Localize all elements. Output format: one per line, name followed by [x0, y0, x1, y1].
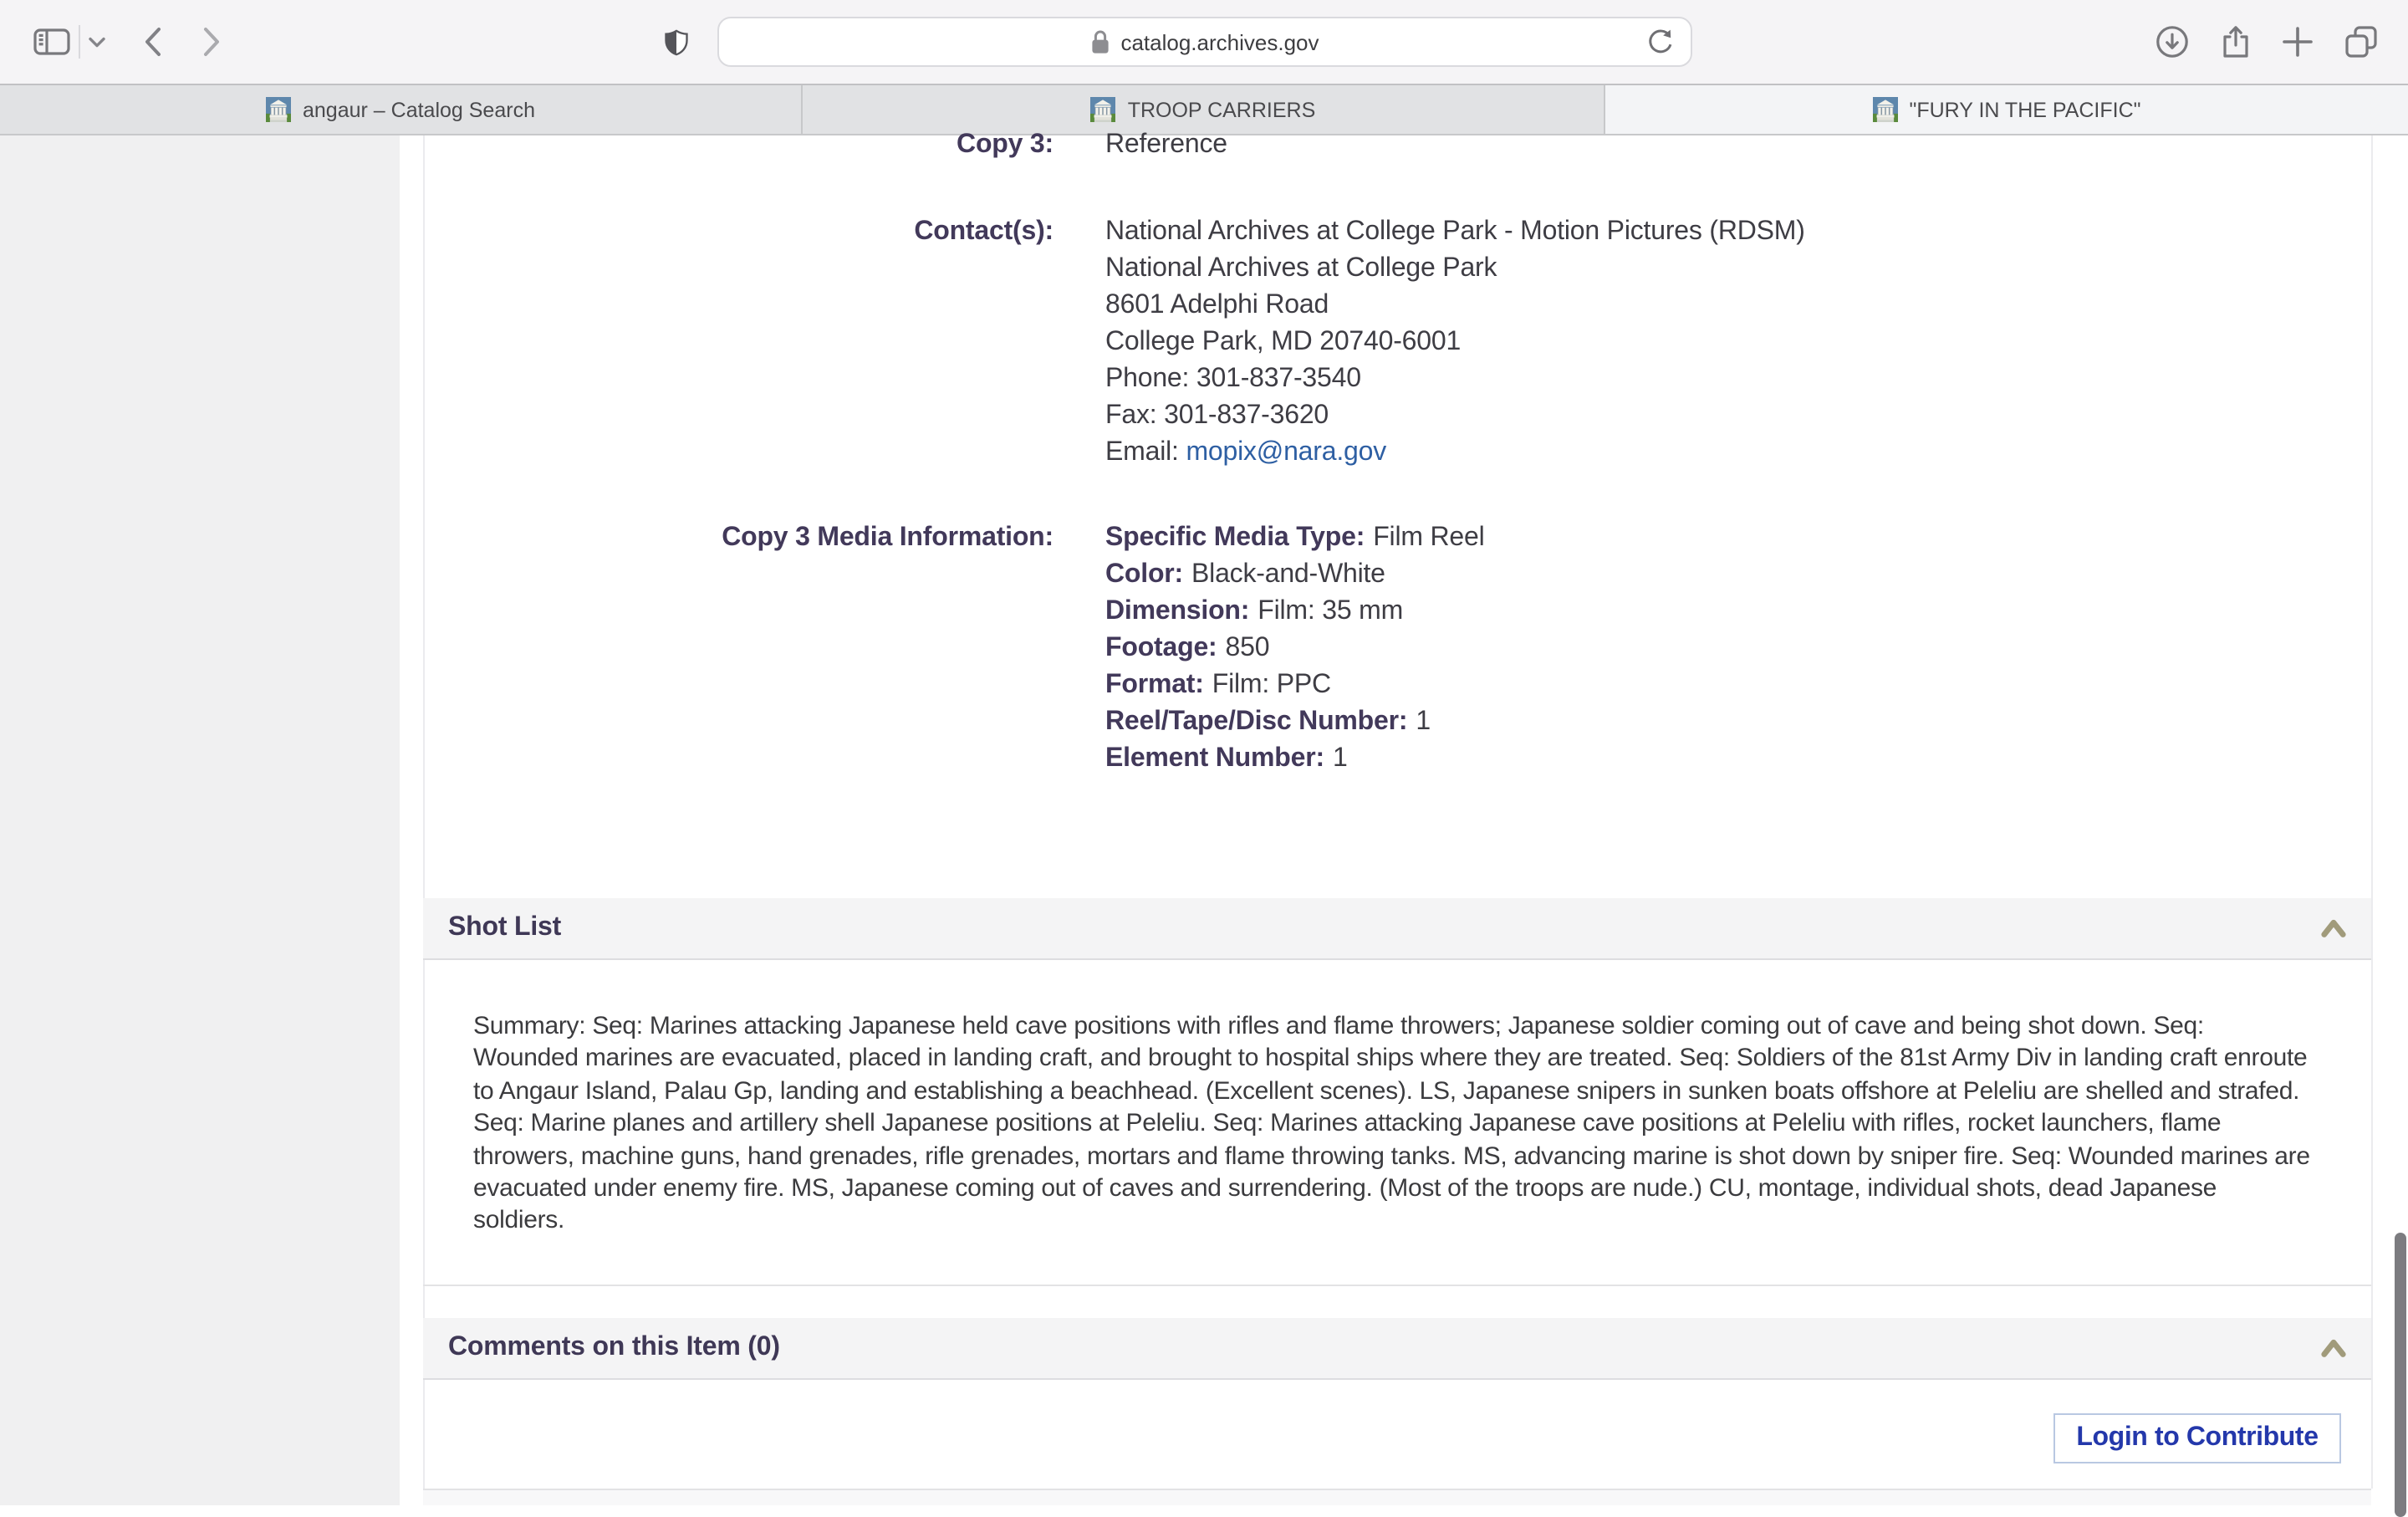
collapse-chevron-icon[interactable]	[2321, 918, 2371, 938]
url-field[interactable]	[717, 17, 1692, 67]
forward-icon[interactable]	[197, 0, 224, 84]
media-line: Footage: 850	[1105, 634, 1270, 662]
page-background-strip	[423, 1490, 2371, 1505]
left-rail	[0, 135, 400, 1505]
chevron-down-icon[interactable]	[87, 0, 107, 84]
contact-line-email	[1105, 435, 1805, 472]
media-line: Dimension: Film: 35 mm	[1105, 597, 1404, 626]
contact-line: National Archives at College Park	[1105, 254, 1497, 283]
archives-favicon	[1091, 97, 1116, 122]
tab-label: TROOP CARRIERS	[1127, 98, 1316, 121]
section-divider	[423, 1285, 2371, 1286]
sidebar-toggle-icon[interactable]	[32, 0, 72, 84]
share-icon[interactable]	[2217, 0, 2254, 84]
login-to-contribute-button[interactable]: Login to Contribute	[2053, 1413, 2341, 1463]
media-line: Color: Black-and-White	[1105, 560, 1385, 589]
field-row-copy3	[423, 127, 1227, 164]
tab-overview-icon[interactable]	[2341, 0, 2381, 84]
contact-lines	[1105, 214, 1805, 472]
email-link[interactable]: mopix@nara.gov	[1186, 438, 1387, 467]
reload-icon[interactable]	[1645, 28, 1674, 59]
field-label: Copy 3 Media Information:	[722, 524, 1054, 552]
tab-fury-in-the-pacific[interactable]	[1605, 85, 2408, 134]
media-line: Format: Film: PPC	[1105, 671, 1331, 699]
field-label: Contact(s):	[914, 217, 1054, 246]
toolbar-divider	[79, 25, 80, 59]
shot-list-header[interactable]	[423, 898, 2371, 960]
comments-title: Comments on this Item (0)	[448, 1333, 780, 1361]
privacy-shield-icon[interactable]	[661, 0, 691, 84]
email-label: Email:	[1105, 438, 1179, 467]
new-tab-icon[interactable]	[2281, 0, 2314, 84]
field-value: Reference	[1105, 130, 1227, 159]
contact-line: Phone: 301-837-3540	[1105, 365, 1361, 393]
archives-favicon	[266, 97, 291, 122]
contact-line: 8601 Adelphi Road	[1105, 291, 1329, 319]
contact-line: National Archives at College Park - Motion Pictures (RDSM)	[1105, 217, 1805, 246]
downloads-icon[interactable]	[2154, 0, 2191, 84]
lock-icon	[1090, 29, 1110, 54]
browser-toolbar	[0, 0, 2408, 85]
comments-header[interactable]	[423, 1318, 2371, 1380]
tab-label: "FURY IN THE PACIFIC"	[1909, 98, 2141, 121]
scrollbar-thumb[interactable]	[2395, 1233, 2406, 1517]
shot-list-title: Shot List	[448, 913, 562, 942]
contact-line: College Park, MD 20740-6001	[1105, 328, 1462, 356]
field-row-media-info	[423, 520, 1485, 778]
field-label: Copy 3:	[957, 130, 1054, 159]
url-text: catalog.archives.gov	[1120, 29, 1319, 54]
media-line: Element Number: 1	[1105, 744, 1348, 773]
tab-label: angaur – Catalog Search	[303, 98, 535, 121]
content-right-border	[2371, 135, 2373, 1489]
catalog-page	[0, 130, 2408, 1505]
media-line: Specific Media Type: Film Reel	[1105, 524, 1485, 552]
archives-favicon	[1872, 97, 1897, 122]
record-detail	[423, 130, 2371, 1505]
field-row-contacts	[423, 214, 1805, 472]
shot-list-summary: Summary: Seq: Marines attacking Japanese held cave positions with rifles and flame throwers; Japanese soldier coming out of cave and being shot down. Seq: Wounded marines are evacuated, placed in landing craft, and brought to hospital ships where they are treated. Seq: Soldiers of the 81st Army Div in landing craft enroute to Angaur Island, Palau Gp, landing and establishing a beachhead. (Excellent scenes). LS, Japanese snipers in sunken boats offshore at Peleliu are shelled and strafed. Seq: Marine planes and artillery shell Japanese positions at Peleliu. Seq: Marines attacking Japanese cave positions at Peleliu with rifles, rocket launchers, flame throwers, machine guns, hand grenades, rifle grenades, mortars and flame throwing tanks. MS, advancing marine is shot down by sniper fire. Seq: Wounded marines are evacuated under enemy fire. MS, Japanese coming out of caves and surrendering. (Most of the troops are nude.) CU, montage, individual shots, dead Japanese soldiers.	[473, 1012, 2310, 1235]
media-line: Reel/Tape/Disc Number: 1	[1105, 707, 1431, 736]
collapse-chevron-icon[interactable]	[2321, 1338, 2371, 1358]
contact-line: Fax: 301-837-3620	[1105, 401, 1329, 430]
media-info-lines	[1105, 520, 1485, 778]
back-icon[interactable]	[139, 0, 166, 84]
